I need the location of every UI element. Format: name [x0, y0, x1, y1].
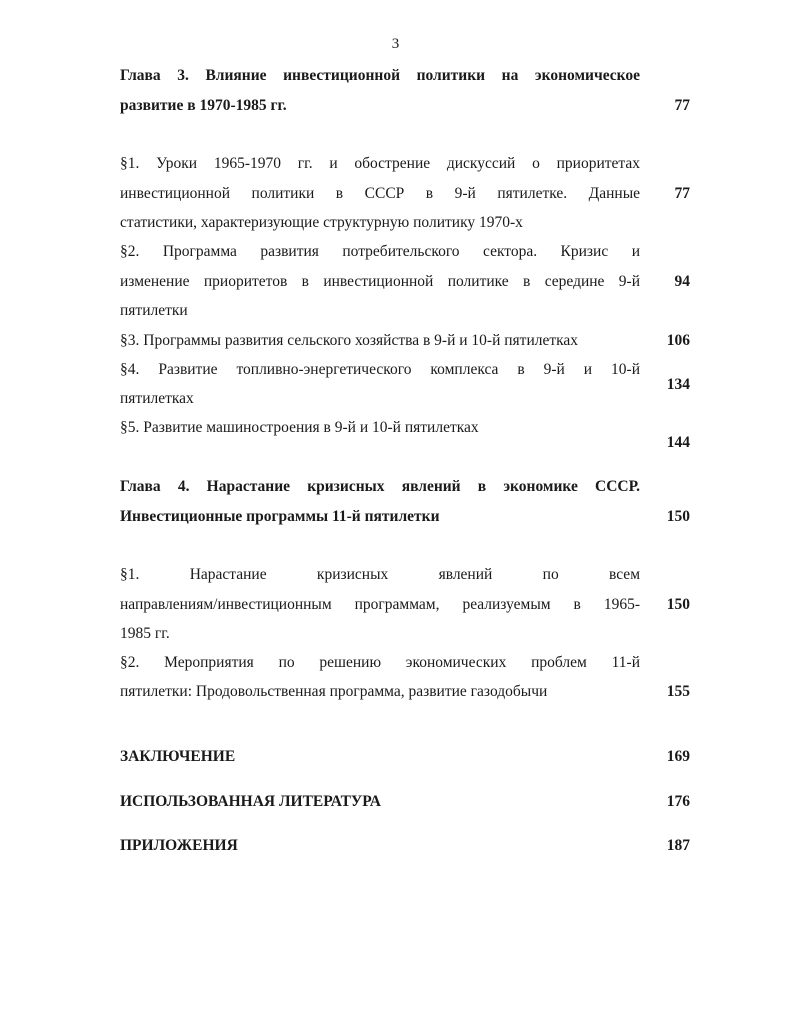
bibliography-title: ИСПОЛЬЗОВАННАЯ ЛИТЕРАТУРА: [120, 793, 381, 810]
conclusion-page: 169: [666, 748, 690, 765]
ch3-s1-line2: инвестиционной политики в СССР в 9-й пятилетке. Данные: [120, 185, 640, 202]
ch3-s1-line3: статистики, характеризующие структурную политику 1970-х: [120, 214, 523, 231]
ch4-s1-line1: §1. Нарастание кризисных явлений по всем: [120, 566, 640, 583]
ch3-s3-page: 106: [666, 332, 690, 349]
ch4-s1-line2: направлениям/инвестиционным программам, реализуемым в 1965-: [120, 596, 640, 613]
ch4-s2-line2: пятилетки: Продовольственная программа, развитие газодобычи: [120, 683, 548, 700]
ch4-s2-line1: §2. Мероприятия по решению экономических проблем 11-й: [120, 654, 640, 671]
ch3-s4-line1: §4. Развитие топливно-энергетического комплекса в 9-й и 10-й: [120, 361, 640, 378]
ch3-s2-page: 94: [674, 273, 690, 290]
ch3-s2-line1: §2. Программа развития потребительского сектора. Кризис и: [120, 243, 640, 260]
ch3-s5-line1: §5. Развитие машиностроения в 9-й и 10-й пятилетках: [120, 419, 479, 436]
ch3-s2-line3: пятилетки: [120, 302, 188, 319]
ch3-s3-line1: §3. Программы развития сельского хозяйства в 9-й и 10-й пятилетках: [120, 332, 579, 349]
ch4-s1-line3: 1985 гг.: [120, 625, 170, 642]
conclusion-title: ЗАКЛЮЧЕНИЕ: [120, 748, 236, 765]
ch3-s1-line1: §1. Уроки 1965-1970 гг. и обострение дискуссий о приоритетах: [120, 155, 640, 172]
ch3-s2-line2: изменение приоритетов в инвестиционной политике в середине 9-й: [120, 273, 640, 290]
chapter3-title-line2: развитие в 1970-1985 гг.: [120, 97, 287, 114]
ch4-s2-page: 155: [666, 683, 690, 700]
page-number: 3: [391, 36, 400, 52]
chapter4-title-line1: Глава 4. Нарастание кризисных явлений в экономике СССР.: [120, 478, 640, 495]
chapter4-title-line2: Инвестиционные программы 11-й пятилетки: [120, 508, 440, 525]
ch3-s5-page: 144: [666, 434, 690, 451]
bibliography-page: 176: [666, 793, 690, 810]
appendices-page: 187: [666, 837, 690, 854]
chapter4-page: 150: [666, 508, 690, 525]
chapter3-page: 77: [674, 97, 690, 114]
ch3-s4-page: 134: [666, 376, 690, 393]
ch4-s1-page: 150: [666, 596, 690, 613]
chapter3-title-line1: Глава 3. Влияние инвестиционной политики на экономическое: [120, 67, 640, 84]
appendices-title: ПРИЛОЖЕНИЯ: [120, 837, 238, 854]
ch3-s1-page: 77: [674, 185, 690, 202]
ch3-s4-line2: пятилетках: [120, 390, 194, 407]
